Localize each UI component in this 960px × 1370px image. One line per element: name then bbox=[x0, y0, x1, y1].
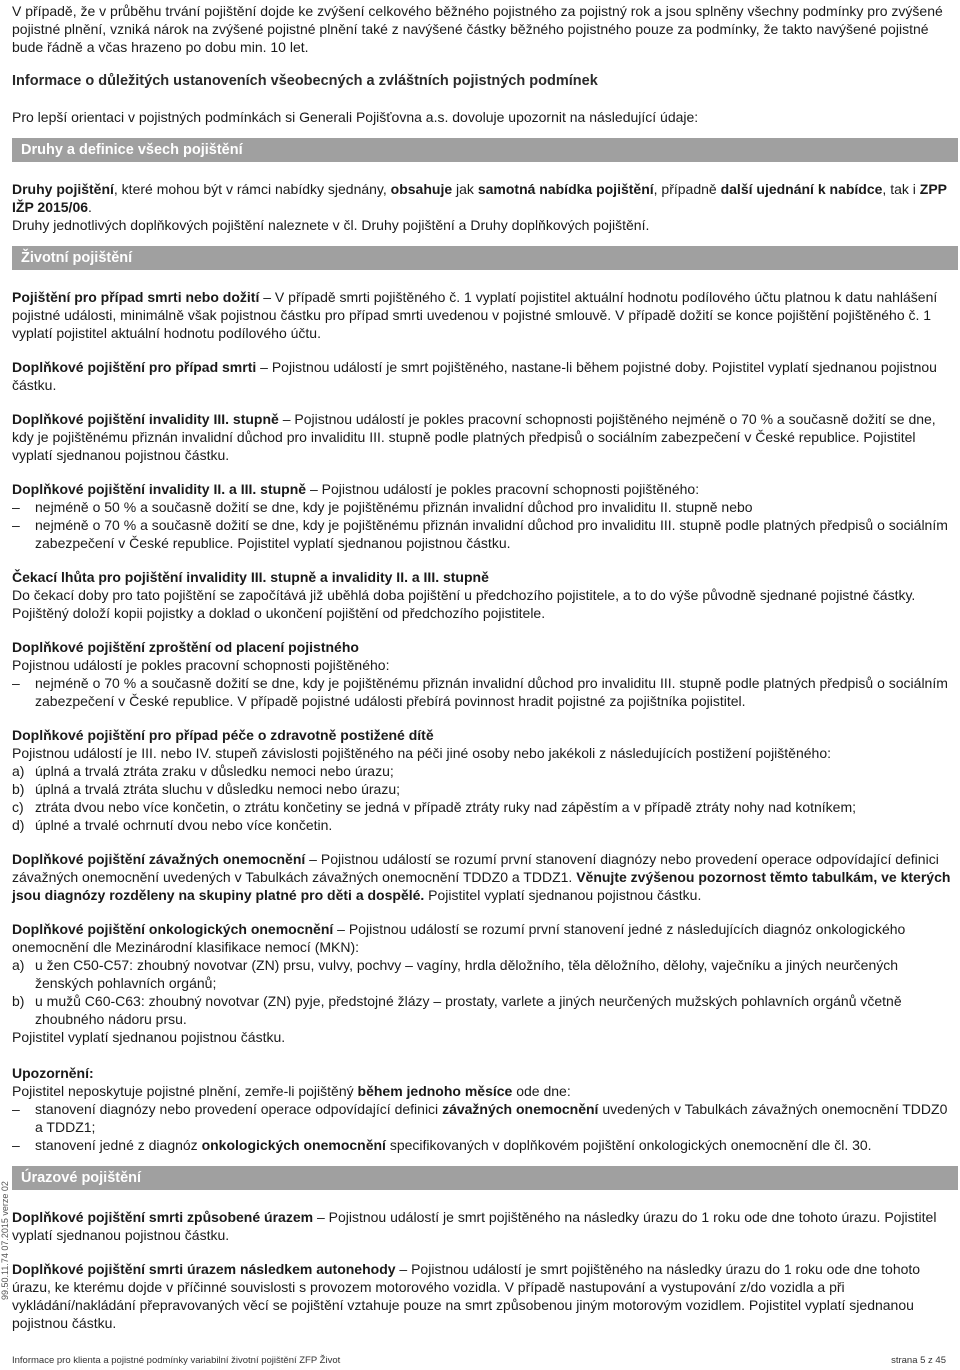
onko-title: Doplňkové pojištění onkologických onemocnění bbox=[12, 921, 334, 937]
smrt-paragraph bbox=[12, 358, 958, 394]
druhy-bold-1: Druhy pojištění bbox=[12, 181, 114, 197]
section-bar-zivotni bbox=[12, 246, 958, 270]
smrt-doziti-paragraph bbox=[12, 288, 958, 342]
onko-list bbox=[12, 956, 958, 1028]
list-item-text: úplné a trvalé ochrnutí dvou nebo více končetin. bbox=[35, 817, 333, 833]
list-item-emphasis: závažných onemocnění bbox=[442, 1101, 599, 1117]
list-item-text: nejméně o 50 % a současně dožití se dne, kdy je pojištěnému přiznán invalidní důchod pro invaliditu II. stupně nebo bbox=[35, 499, 753, 515]
list-item bbox=[12, 780, 958, 798]
zprosteni-list bbox=[12, 674, 958, 710]
onko-paragraph bbox=[12, 920, 958, 956]
autonehoda-title: Doplňkové pojištění smrti úrazem následkem autonehody bbox=[12, 1261, 396, 1277]
list-item-text: uvedených v Tabulkách závažných onemocnění TDDZ0 a TDDZ1; bbox=[35, 1101, 948, 1135]
upozorneni-title: Upozornění: bbox=[12, 1065, 94, 1081]
zavazne-text: – Pojistnou událostí se rozumí první stanovení diagnózy nebo provedení operace odpovídající definici závažných onemocnění uvedených v Tabulkách závažných onemocnění TDDZ0 a TDDZ1. bbox=[12, 851, 939, 885]
list-item bbox=[12, 674, 958, 710]
invalidita3-paragraph bbox=[12, 410, 958, 464]
section-bar-label: Životní pojištění bbox=[21, 250, 133, 266]
invalidita3-text: – Pojistnou událostí je pokles pracovní schopnosti pojištěného nejméně o 70 % a současně dožití se dne, kdy je pojištěnému přiznán invalidní důchod pro invaliditu III. stupně podle platných předpisů o sociálním zabezpečení v České republice. Pojistitel vyplatí sjednanou pojistnou částku. bbox=[12, 411, 936, 463]
list-marker: d) bbox=[12, 817, 25, 833]
pece-list bbox=[12, 762, 958, 834]
footer-title: Informace pro klienta a pojistné podmínky variabilní životní pojištění ZFP Život bbox=[12, 1355, 341, 1366]
section-bar-druhy bbox=[12, 138, 958, 162]
druhy-bold-4: další ujednání k nabídce bbox=[720, 181, 883, 197]
upozorneni-text-2: ode dne: bbox=[512, 1083, 571, 1099]
smrt-text: – Pojistnou událostí je smrt pojištěného, nastane-li během pojistné doby. Pojistitel vyplatí sjednanou pojistnou částku. bbox=[12, 359, 937, 393]
zprosteni-title: Doplňkové pojištění zproštění od placení pojistného bbox=[12, 639, 359, 655]
pece-text: Pojistnou událostí je III. nebo IV. stupeň závislosti pojištěného na péči jiné osoby nebo jakékoli z následujících postižení pojištěného: bbox=[12, 745, 832, 761]
autonehoda-text: – Pojistnou událostí je smrt pojištěného na následky úrazu do 1 roku ode dne tohoto úrazu, ke kterému dojde v příčinné souvislosti s provozem motorového vozidla. V případě nastupování a vystupování z/do vozidla a při vykládání/nakládání přepravovaných věcí se pojištění vztahuje pouze na smrt způsobenou jiným motorovým vozidlem. Pojistitel vyplatí sjednanou pojistnou částku. bbox=[12, 1261, 921, 1331]
section-title: Informace o důležitých ustanoveních všeobecných a zvláštních pojistných podmínek bbox=[12, 73, 598, 89]
smrt-doziti-title: Pojištění pro případ smrti nebo dožití bbox=[12, 289, 260, 305]
invalidita23-paragraph bbox=[12, 480, 958, 498]
druhy-text-4: , tak i bbox=[882, 181, 920, 197]
druhy-bold-5: ZPP IŽP 2015/06 bbox=[12, 181, 947, 215]
list-item-text: nejméně o 70 % a současně dožití se dne, kdy je pojištěnému přiznán invalidní důchod pro invaliditu III. stupně podle platných předpisů o sociálním zabezpečení v České republice. V případě pojistné události přebírá povinnost hradit pojistné za pojištníka pojistitel. bbox=[35, 675, 948, 709]
uraz-text: – Pojistnou událostí je smrt pojištěného na následky úrazu do 1 roku ode dne tohoto úrazu. Pojistitel vyplatí sjednanou pojistnou částku. bbox=[12, 1209, 937, 1243]
cekaci-title: Čekací lhůta pro pojištění invalidity III. stupně a invalidity II. a III. stupně bbox=[12, 569, 489, 585]
zprosteni-text: Pojistnou událostí je pokles pracovní schopnosti pojištěného: bbox=[12, 657, 390, 673]
list-marker: – bbox=[12, 1101, 20, 1117]
druhy-text-1: , které mohou být v rámci nabídky sjednány, bbox=[113, 181, 391, 197]
invalidita3-title: Doplňkové pojištění invalidity III. stupně bbox=[12, 411, 279, 427]
document-code: 99.50.11.74 07.2015 verze 02 bbox=[0, 1181, 10, 1300]
druhy-paragraph bbox=[12, 180, 958, 216]
druhy-bold-3: samotná nabídka pojištění bbox=[477, 181, 654, 197]
list-item-text: u žen C50-C57: zhoubný novotvar (ZN) prsu, vulvy, pochvy – vagíny, hrdla děložního, těla děložního, dělohy, vaječníku a jiných neurčených ženských pohlavních orgánů; bbox=[35, 957, 899, 991]
list-marker: b) bbox=[12, 781, 25, 797]
list-marker: – bbox=[12, 517, 20, 533]
list-item-text: u mužů C60-C63: zhoubný novotvar (ZN) pyje, předstojné žlázy – prostaty, varlete a jiných neurčených mužských pohlavních orgánů včetně zhoubného nádoru prsu. bbox=[35, 993, 902, 1027]
section-bar-urazove bbox=[12, 1166, 958, 1190]
page-footer bbox=[12, 1352, 946, 1370]
list-item-text: specifikovaných v doplňkovém pojištění onkologických onemocnění dle čl. 30. bbox=[385, 1137, 872, 1153]
druhy-line-2: Druhy jednotlivých doplňkových pojištění naleznete v čl. Druhy pojištění a Druhy doplňkových pojištění. bbox=[12, 217, 650, 233]
cekaci-text: Do čekací doby pro tato pojištění se započítává již uběhlá doba pojištění u předchozího pojistitele, a to do výše původně sjednané pojistné částky. Pojištěný doloží kopii pojistky a doklad o ukončení pojištění od předchozího pojistitele. bbox=[12, 587, 916, 621]
upozorneni-text bbox=[12, 1082, 958, 1100]
list-item bbox=[12, 516, 958, 552]
list-item bbox=[12, 956, 958, 992]
onko-text: – Pojistnou událostí se rozumí první stanovení jedné z následujících diagnóz onkologického onemocnění dle Mezinárodní klasifikace nemocí (MKN): bbox=[12, 921, 906, 955]
upozorneni-emphasis: během jednoho měsíce bbox=[357, 1083, 513, 1099]
list-item bbox=[12, 798, 958, 816]
pece-title: Doplňkové pojištění pro případ péče o zdravotně postižené dítě bbox=[12, 727, 434, 743]
list-item-text: stanovení jedné z diagnóz bbox=[35, 1137, 202, 1153]
zavazne-text-2: Pojistitel vyplatí sjednanou pojistnou částku. bbox=[424, 887, 702, 903]
upozorneni-text-1: Pojistitel neposkytuje pojistné plnění, zemře-li pojištěný bbox=[12, 1083, 358, 1099]
list-marker: a) bbox=[12, 957, 25, 973]
zavazne-emphasis: Věnujte zvýšenou pozornost těmto tabulkám, ve kterých jsou diagnózy rozděleny na skupiny platné pro děti a dospělé. bbox=[12, 869, 951, 903]
druhy-text-5: . bbox=[88, 199, 92, 215]
uraz-title: Doplňkové pojištění smrti způsobené úrazem bbox=[12, 1209, 314, 1225]
page-number: strana 5 z 45 bbox=[891, 1355, 946, 1366]
smrt-doziti-text: – V případě smrti pojištěného č. 1 vyplatí pojistitel aktuální hodnotu podílového účtu platnou k datu nahlášení pojistné události, minimálně však pojistnou částku pro případ smrti uvedenou v pojistné smlouvě. V případě dožití se konce pojištění pojištěného č. 1 vyplatí pojistitel aktuální hodnotu podílového účtu. bbox=[12, 289, 938, 341]
list-item-text: úplná a trvalá ztráta zraku v důsledku nemoci nebo úrazu; bbox=[35, 763, 394, 779]
list-item-text: nejméně o 70 % a současně dožití se dne, kdy je pojištěnému přiznán invalidní důchod pro invaliditu III. stupně podle platných předpisů o sociálním zabezpečení v České republice. Pojistitel vyplatí sjednanou pojistnou částku. bbox=[35, 517, 948, 551]
onko-closing: Pojistitel vyplatí sjednanou pojistnou částku. bbox=[12, 1029, 286, 1045]
autonehoda-paragraph bbox=[12, 1260, 958, 1332]
list-item bbox=[12, 498, 958, 516]
upozorneni-list bbox=[12, 1100, 958, 1154]
list-item bbox=[12, 816, 958, 834]
list-marker: – bbox=[12, 499, 20, 515]
list-item bbox=[12, 1136, 958, 1154]
list-marker: – bbox=[12, 675, 20, 691]
list-item-text: stanovení diagnózy nebo provedení operace odpovídající definici bbox=[35, 1101, 443, 1117]
list-marker: – bbox=[12, 1137, 20, 1153]
invalidita23-list bbox=[12, 498, 958, 552]
list-item-emphasis: onkologických onemocnění bbox=[201, 1137, 386, 1153]
list-marker: c) bbox=[12, 799, 24, 815]
smrt-title: Doplňkové pojištění pro případ smrti bbox=[12, 359, 257, 375]
druhy-text-2: jak bbox=[452, 181, 478, 197]
invalidita23-text: – Pojistnou událostí je pokles pracovní schopnosti pojištěného: bbox=[306, 481, 700, 497]
druhy-text-3: , případně bbox=[653, 181, 721, 197]
list-marker: a) bbox=[12, 763, 25, 779]
lead-paragraph: Pro lepší orientaci v pojistných podmínkách si Generali Pojišťovna a.s. dovoluje upozornit na následující údaje: bbox=[12, 109, 699, 125]
section-bar-label: Úrazové pojištění bbox=[21, 1170, 142, 1186]
list-item bbox=[12, 992, 958, 1028]
list-item-text: úplná a trvalá ztráta sluchu v důsledku nemoci nebo úrazu; bbox=[35, 781, 400, 797]
list-item bbox=[12, 1100, 958, 1136]
invalidita23-title: Doplňkové pojištění invalidity II. a III. stupně bbox=[12, 481, 307, 497]
uraz-paragraph bbox=[12, 1208, 958, 1244]
zavazne-title: Doplňkové pojištění závažných onemocnění bbox=[12, 851, 306, 867]
druhy-bold-2: obsahuje bbox=[390, 181, 453, 197]
list-item bbox=[12, 762, 958, 780]
section-bar-label: Druhy a definice všech pojištění bbox=[21, 142, 243, 158]
zavazne-paragraph bbox=[12, 850, 958, 904]
list-item-text: ztráta dvou nebo více končetin, o ztrátu končetiny se jedná v případě ztráty ruky nad zápěstím a v případě ztráty nohy nad kotníkem; bbox=[35, 799, 857, 815]
intro-paragraph: V případě, že v průběhu trvání pojištění dojde ke zvýšení celkového běžného pojistného za pojistný rok a jsou splněny všechny podmínky pro zvýšené pojistné plnění, vzniká nárok na zvýšené pojistné plnění také z navýšené částky běžného pojistného pouze za podmínky, že takto navýšené pojistné bude řádně a včas hrazeno po dobu min. 10 let. bbox=[12, 3, 943, 55]
document-page bbox=[12, 0, 958, 1332]
list-marker: b) bbox=[12, 993, 25, 1009]
